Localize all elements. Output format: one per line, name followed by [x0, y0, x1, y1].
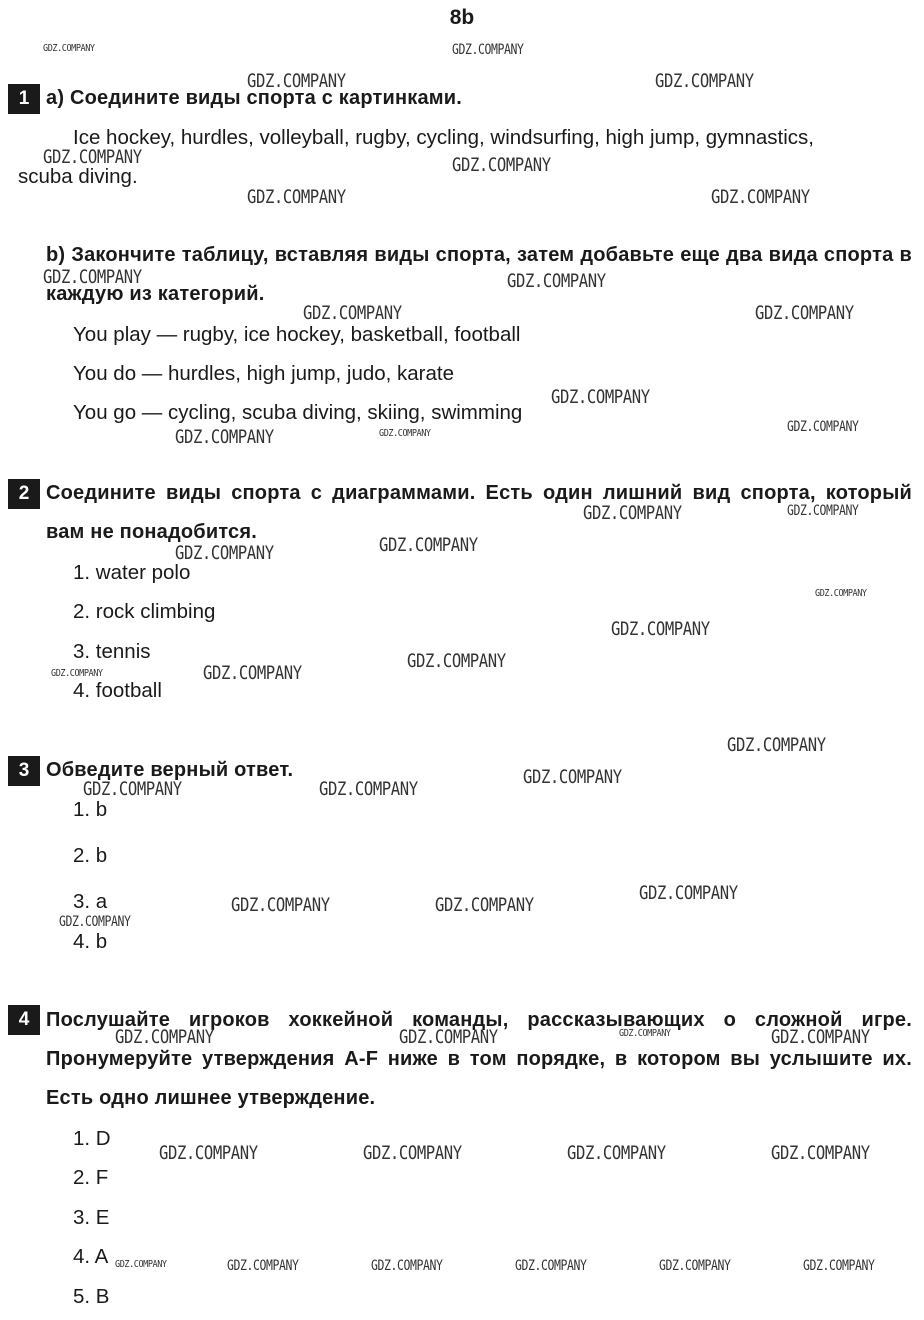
watermark: GDZ.COMPANY	[43, 146, 142, 168]
watermark: GDZ.COMPANY	[815, 588, 867, 599]
exercise-2-answer-2: 2. rock climbing	[73, 600, 216, 623]
watermark: GDZ.COMPANY	[43, 43, 95, 54]
watermark: GDZ.COMPANY	[231, 894, 330, 916]
exercise-2-number: 2	[8, 479, 40, 509]
exercise-3-answer-3: 3. a	[73, 890, 108, 913]
watermark: GDZ.COMPANY	[175, 542, 274, 564]
watermark: GDZ.COMPANY	[787, 419, 859, 435]
watermark: GDZ.COMPANY	[507, 270, 606, 292]
exercise-4-number: 4	[8, 1005, 40, 1035]
watermark: GDZ.COMPANY	[771, 1026, 870, 1048]
exercise-1b-answer-3: You go — cycling, scuba diving, skiing, swimming	[73, 401, 523, 424]
watermark: GDZ.COMPANY	[247, 70, 346, 92]
exercise-2-answer-3: 3. tennis	[73, 640, 151, 663]
exercise-4-answer-2: 2. F	[73, 1166, 109, 1189]
watermark: GDZ.COMPANY	[655, 70, 754, 92]
exercise-1-number: 1	[8, 84, 40, 114]
watermark: GDZ.COMPANY	[159, 1142, 258, 1164]
watermark: GDZ.COMPANY	[659, 1258, 731, 1274]
watermark: GDZ.COMPANY	[59, 914, 131, 930]
watermark: GDZ.COMPANY	[83, 778, 182, 800]
watermark: GDZ.COMPANY	[303, 302, 402, 324]
watermark: GDZ.COMPANY	[203, 662, 302, 684]
exercise-4-answer-3: 3. E	[73, 1206, 110, 1229]
watermark: GDZ.COMPANY	[452, 42, 524, 58]
exercise-2-answer-1: 1. water polo	[73, 561, 191, 584]
watermark: GDZ.COMPANY	[379, 428, 431, 439]
exercise-4-heading: Послушайте игроков хоккейной команды, рассказывающих о сложной игре. Пронумеруйте утверждения A-F ниже в том порядке, в котором вы услышите их. Есть одно лишнее утверждение.	[46, 1009, 912, 1109]
exercise-2-answer-4: 4. football	[73, 679, 162, 702]
watermark: GDZ.COMPANY	[435, 894, 534, 916]
watermark: GDZ.COMPANY	[551, 386, 650, 408]
exercise-1b-answer-1: You play — rugby, ice hockey, basketball, football	[73, 323, 521, 346]
exercise-3-answer-2: 2. b	[73, 844, 108, 867]
exercise-4-answer-4: 4. A	[73, 1245, 109, 1268]
exercise-1a-text-line1: Ice hockey, hurdles, volleyball, rugby, cycling, windsurfing, high jump, gymnastics,	[73, 126, 814, 149]
watermark: GDZ.COMPANY	[43, 266, 142, 288]
watermark: GDZ.COMPANY	[115, 1259, 167, 1270]
watermark: GDZ.COMPANY	[175, 426, 274, 448]
exercise-3-answer-4: 4. b	[73, 930, 108, 953]
watermark: GDZ.COMPANY	[399, 1026, 498, 1048]
watermark: GDZ.COMPANY	[787, 503, 859, 519]
watermark: GDZ.COMPANY	[319, 778, 418, 800]
exercise-3-answer-1: 1. b	[73, 798, 108, 821]
exercise-1a-text-line2: scuba diving.	[18, 165, 138, 188]
exercise-1a-heading: а) Соедините виды спорта с картинками.	[46, 87, 463, 109]
watermark: GDZ.COMPANY	[227, 1258, 299, 1274]
exercise-2-heading: Соедините виды спорта с диаграммами. Есть один лишний вид спорта, который вам не понадобится.	[46, 482, 912, 543]
watermark: GDZ.COMPANY	[639, 882, 738, 904]
watermark: GDZ.COMPANY	[523, 766, 622, 788]
exercise-4-answer-5: 5. B	[73, 1285, 110, 1308]
exercise-3-heading: Обведите верный ответ.	[46, 759, 294, 781]
watermark: GDZ.COMPANY	[803, 1258, 875, 1274]
page-title: 8b	[449, 6, 475, 29]
watermark: GDZ.COMPANY	[727, 734, 826, 756]
watermark: GDZ.COMPANY	[452, 154, 551, 176]
watermark: GDZ.COMPANY	[771, 1142, 870, 1164]
watermark: GDZ.COMPANY	[583, 502, 682, 524]
watermark: GDZ.COMPANY	[711, 186, 810, 208]
exercise-1b-answer-2: You do — hurdles, high jump, judo, karate	[73, 362, 455, 385]
watermark: GDZ.COMPANY	[407, 650, 506, 672]
watermark: GDZ.COMPANY	[115, 1026, 214, 1048]
watermark: GDZ.COMPANY	[619, 1028, 671, 1039]
exercise-1b-heading-text: b) Закончите таблицу, вставляя виды спорта, затем добавьте еще два вида спорта в каждую из категорий.	[46, 244, 912, 305]
watermark: GDZ.COMPANY	[755, 302, 854, 324]
watermark: GDZ.COMPANY	[515, 1258, 587, 1274]
watermark: GDZ.COMPANY	[611, 618, 710, 640]
watermark: GDZ.COMPANY	[371, 1258, 443, 1274]
watermark: GDZ.COMPANY	[51, 668, 103, 679]
exercise-3-number: 3	[8, 756, 40, 786]
exercise-4-answer-1: 1. D	[73, 1127, 111, 1150]
watermark: GDZ.COMPANY	[567, 1142, 666, 1164]
watermark: GDZ.COMPANY	[247, 186, 346, 208]
watermark: GDZ.COMPANY	[379, 534, 478, 556]
watermark: GDZ.COMPANY	[363, 1142, 462, 1164]
